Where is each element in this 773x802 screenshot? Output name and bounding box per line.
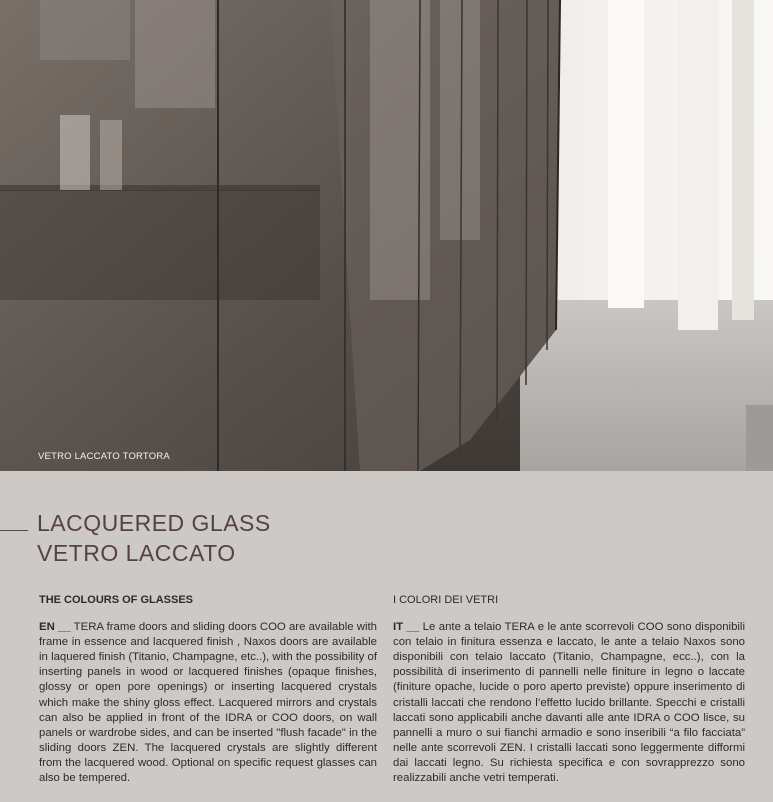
- italian-text: Le ante a telaio TERA e le ante scorrevoli COO sono disponibili con telaio in finitura essenza e laccato, le ante a telaio Naxos sono disponibili con telaio laccato (Titanio, Champagne, ecc..), con la possibilità di inserimento di pannelli nelle finiture in legno o laccate (finiture opache, lucide o poro aperto previste) oppure inserimento di cristalli laccati che rendono l’effetto lucido brillante. Specchi e cristalli laccati sono applicabili anche davanti alle ante IDRA o COO lisce, su pannelli a muro o sui fianchi armadio e sono inseribili “a filo facciata” nelle ante scorrevoli ZEN. I cristalli laccati sono leggermente difformi dai laccati legno. Su richiesta specifica e con sovrapprezzo sono realizzabili anche vetri temperati.: [393, 621, 745, 785]
- english-heading: THE COLOURS OF GLASSES: [39, 594, 194, 606]
- italian-heading: I COLORI DEI VETRI: [393, 594, 499, 606]
- page-title: LACQUERED GLASS: [37, 510, 271, 536]
- italian-column: [393, 593, 745, 786]
- english-lang-tag: EN __: [39, 621, 71, 634]
- photo-caption: VETRO LACCATO TORTORA: [38, 451, 170, 462]
- english-column: [39, 593, 377, 786]
- english-body: [39, 620, 377, 786]
- title-rule: [0, 530, 28, 531]
- page-subtitle: VETRO LACCATO: [37, 540, 236, 566]
- italian-lang-tag: IT __: [393, 621, 420, 634]
- english-text: TERA frame doors and sliding doors COO are available with frame in essence and lacquered finish , Naxos doors are available in laquered finish (Titanio, Champagne, etc..), with the possibility of inserting panels in wood or lacquered finishes (opaque finishes, glossy or open pore openings) or inserting lacquered crystals which make the shiny gloss effect. Lacquered mirrors and crystals can also be applied in front of the IDRA or COO doors, on wall panels or wardrobe sides, and can be inserted "flush facade" in the sliding doors ZEN. The lacquered crystals are slightly different from the lacquered wood. Optional on specific request glasses can also be tempered.: [39, 621, 377, 785]
- italian-body: [393, 620, 745, 786]
